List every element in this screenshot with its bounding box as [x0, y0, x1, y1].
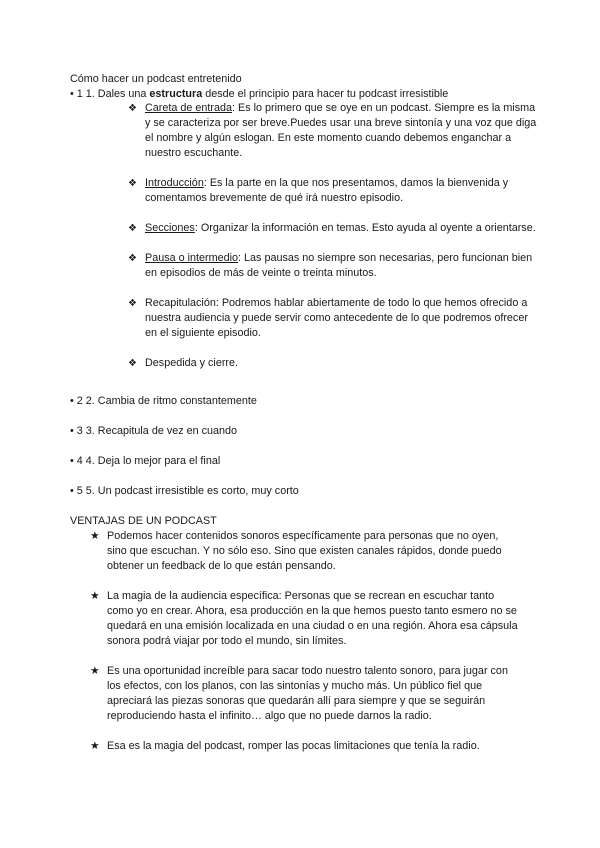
- diamond-bullet-icon: ❖: [128, 178, 137, 189]
- star-bullet-icon: ★: [90, 590, 100, 602]
- structure-sublist: [128, 101, 538, 386]
- main-point-5: [70, 484, 299, 499]
- point-text: Recapitula de vez en cuando: [97, 425, 238, 437]
- sub-item-careta: [128, 101, 538, 161]
- ventaja-text: La magia de la audiencia específica: Personas que se recrean en escuchar tanto como yo en crear. Ahora, esa producción en la que hemos puesto tanto esmero no se quedará en una emisión localizada en una ciudad o en una región. Ahora esa cápsula sonora podrá viajar por todo el mundo, sin límites.: [107, 590, 518, 647]
- sub-item-term: Secciones: [145, 222, 195, 234]
- bullet: •: [70, 455, 74, 467]
- point-text-before: Dales una: [97, 88, 147, 100]
- star-bullet-icon: ★: [90, 665, 100, 677]
- main-point-2: [70, 394, 257, 409]
- sub-item-recapitulacion: [128, 296, 538, 341]
- diamond-bullet-icon: ❖: [128, 253, 137, 264]
- ventaja-text: Es una oportunidad increíble para sacar todo nuestro talento sonoro, para jugar con los efectos, con los planos, con las sintonías y mucho más. Un público fiel que apreciará las piezas sonoras que quedarán allí para siempre y que se seguirán reproduciendo hasta el infinito… algo que no puede darnos la radio.: [107, 665, 508, 722]
- sub-item-secciones: [128, 221, 538, 236]
- diamond-bullet-icon: ❖: [128, 103, 137, 114]
- document-title: Cómo hacer un podcast entretenido: [70, 73, 242, 85]
- main-point-3: [70, 424, 237, 439]
- sub-item-term: Introducción: [145, 177, 204, 189]
- sub-item-introduccion: [128, 176, 538, 206]
- sub-item-text: : Las pausas no siempre son necesarias, pero funcionan bien en episodios de más de veinte o treinta minutos.: [145, 252, 533, 279]
- star-bullet-icon: ★: [90, 530, 100, 542]
- ventajas-heading: VENTAJAS DE UN PODCAST: [70, 515, 217, 527]
- point-number: 5 5.: [76, 485, 95, 497]
- point-number: 4 4.: [76, 455, 95, 467]
- sub-item-text: Despedida y cierre.: [145, 357, 239, 369]
- point-text-after: desde el principio para hacer tu podcast irresistible: [205, 88, 449, 100]
- point-number: 3 3.: [76, 425, 95, 437]
- main-point-1: [70, 87, 448, 102]
- bullet: •: [70, 485, 74, 497]
- sub-item-text: Recapitulación: Podremos hablar abiertamente de todo lo que hemos ofrecido a nuestra audiencia y puede servir como antecedente de lo que podremos ofrecer en el siguiente episodio.: [145, 297, 528, 339]
- ventaja-text: Esa es la magia del podcast, romper las pocas limitaciones que tenía la radio.: [107, 740, 480, 752]
- star-bullet-icon: ★: [90, 740, 100, 752]
- diamond-bullet-icon: ❖: [128, 223, 137, 234]
- sub-item-term: Careta de entrada: [145, 102, 233, 114]
- main-point-4: [70, 454, 220, 469]
- point-text: Deja lo mejor para el final: [97, 455, 221, 467]
- bullet: •: [70, 88, 74, 100]
- point-number: 1 1.: [76, 88, 95, 100]
- ventaja-item: [90, 664, 520, 724]
- ventaja-item: [90, 529, 520, 574]
- point-bold-word: estructura: [149, 88, 203, 100]
- sub-item-text: : Es la parte en la que nos presentamos, damos la bienvenida y comentamos brevemente de qué irá nuestro episodio.: [145, 177, 509, 204]
- sub-item-despedida: [128, 356, 538, 371]
- diamond-bullet-icon: ❖: [128, 358, 137, 369]
- point-text: Cambia de ritmo constantemente: [97, 395, 257, 407]
- sub-item-text: : Es lo primero que se oye en un podcast. Siempre es la misma y se caracteriza por ser breve.Puedes usar una breve sintonía y una voz que diga el nombre y algún eslogan. En este momento cuando debemos enganchar a nuestro escuchante.: [145, 102, 537, 159]
- bullet: •: [70, 395, 74, 407]
- point-number: 2 2.: [76, 395, 95, 407]
- diamond-bullet-icon: ❖: [128, 298, 137, 309]
- sub-item-pausa: [128, 251, 538, 281]
- ventaja-item: [90, 739, 520, 754]
- sub-item-term: Pausa o intermedio: [145, 252, 239, 264]
- sub-item-text: : Organizar la información en temas. Esto ayuda al oyente a orientarse.: [194, 222, 536, 234]
- ventaja-text: Podemos hacer contenidos sonoros específicamente para personas que no oyen, sino que escuchan. Y no sólo eso. Sino que existen canales rápidos, donde puedo obtener un feedback de lo que están pensando.: [107, 530, 502, 572]
- point-text: Un podcast irresistible es corto, muy corto: [97, 485, 299, 497]
- ventaja-item: [90, 589, 520, 649]
- bullet: •: [70, 425, 74, 437]
- ventajas-list: [90, 529, 520, 769]
